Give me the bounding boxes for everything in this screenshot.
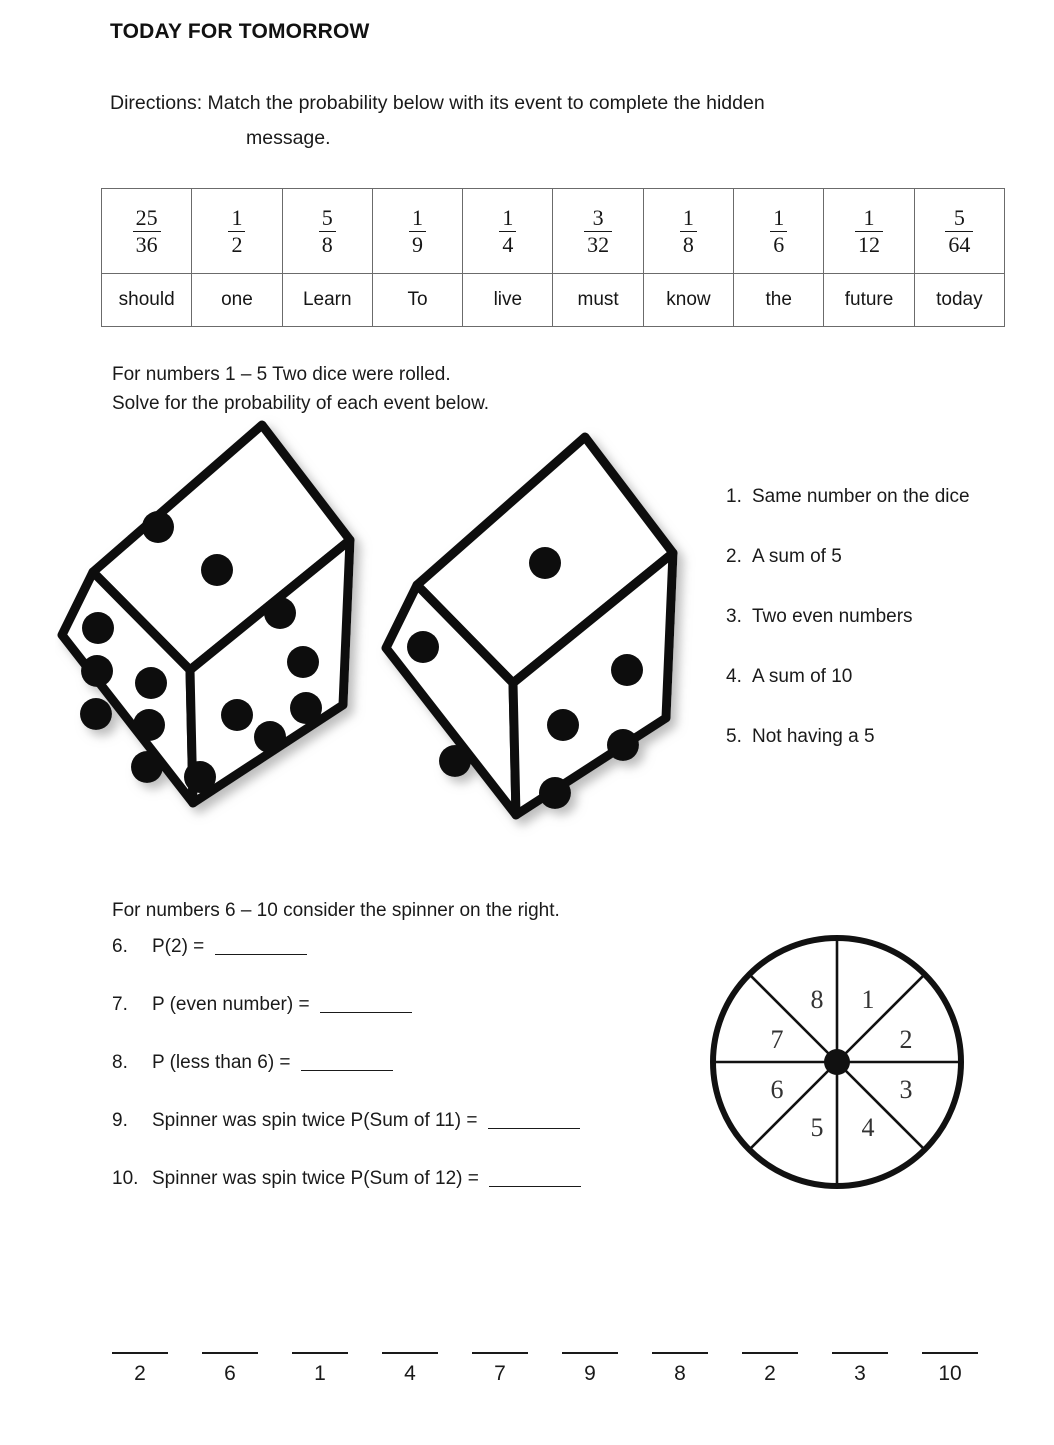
question-number: 8. [112, 1052, 128, 1073]
question-item-9 [112, 1107, 712, 1135]
event-item-1 [726, 482, 994, 512]
spinner-label-3: 3 [899, 1075, 913, 1104]
question-number: 10. [112, 1168, 139, 1189]
answer-index: 1 [314, 1362, 326, 1385]
table-cell-word-1 [102, 274, 192, 327]
word-label: today [936, 289, 983, 310]
answer-slot-4[interactable] [382, 1352, 438, 1386]
die-two-top-pips [529, 547, 561, 579]
fraction-denominator: 8 [319, 231, 336, 257]
table-cell-word-10 [914, 274, 1004, 327]
fraction-10 [945, 206, 973, 257]
event-number: 5. [726, 726, 742, 747]
fraction-8 [770, 206, 787, 257]
fraction-denominator: 32 [584, 231, 612, 257]
table-cell-fraction-2 [192, 189, 282, 274]
table-cell-fraction-7 [643, 189, 733, 274]
answer-slot-1[interactable] [112, 1352, 168, 1386]
answer-index: 3 [854, 1362, 866, 1385]
fraction-denominator: 2 [228, 231, 245, 257]
answer-slot-2[interactable] [202, 1352, 258, 1386]
spinner-label-8: 8 [810, 985, 824, 1014]
dice-instructions-line-2: Solve for the probability of each event below. [112, 393, 490, 414]
die-one [62, 425, 350, 803]
event-item-4 [726, 662, 994, 692]
answer-index: 6 [224, 1362, 236, 1385]
table-row-fractions [102, 189, 1005, 274]
spinner-center-hub [824, 1049, 850, 1075]
event-item-2 [726, 542, 994, 572]
table-cell-word-4 [372, 274, 462, 327]
fraction-denominator: 12 [855, 231, 883, 257]
event-number: 2. [726, 546, 742, 567]
table-cell-word-6 [553, 274, 643, 327]
spinner-label-1: 1 [861, 985, 875, 1014]
fraction-4 [409, 206, 426, 257]
answer-rule [652, 1352, 708, 1354]
answer-index: 8 [674, 1362, 686, 1385]
answer-index: 7 [494, 1362, 506, 1385]
page-title: TODAY FOR TOMORROW [110, 20, 370, 43]
fraction-3 [319, 206, 336, 257]
answer-rule [382, 1352, 438, 1354]
answer-rule [562, 1352, 618, 1354]
dice-instructions [112, 360, 489, 418]
table-cell-fraction-8 [734, 189, 824, 274]
fraction-denominator: 4 [499, 231, 516, 257]
answer-index: 4 [404, 1362, 416, 1385]
event-number: 4. [726, 666, 742, 687]
table-cell-fraction-9 [824, 189, 914, 274]
question-text: P (less than 6) = [152, 1052, 291, 1073]
question-text: Spinner was spin twice P(Sum of 11) = [152, 1110, 478, 1131]
fraction-numerator: 3 [592, 205, 604, 231]
spinner-label-4: 4 [861, 1113, 875, 1142]
answer-blank-6[interactable] [215, 939, 307, 955]
die-two [386, 437, 673, 815]
table-cell-fraction-4 [372, 189, 462, 274]
fraction-denominator: 8 [680, 231, 697, 257]
question-item-10 [112, 1165, 712, 1193]
answer-rule [202, 1352, 258, 1354]
answer-slot-5[interactable] [472, 1352, 528, 1386]
question-number: 9. [112, 1110, 128, 1131]
table-cell-fraction-3 [282, 189, 372, 274]
word-label: live [493, 289, 523, 310]
spinner-svg [705, 930, 970, 1195]
answer-slot-10[interactable] [922, 1352, 978, 1386]
answer-slot-7[interactable] [652, 1352, 708, 1386]
event-item-3 [726, 602, 994, 632]
directions-line-1: Directions: Match the probability below with its event to complete the hidden [110, 92, 765, 114]
dice-svg [55, 415, 705, 845]
question-text: P (even number) = [152, 994, 310, 1015]
question-item-8 [112, 1049, 712, 1077]
answer-blank-9[interactable] [488, 1113, 580, 1129]
table-row-words [102, 274, 1005, 327]
answer-slot-8[interactable] [742, 1352, 798, 1386]
table-cell-fraction-10 [914, 189, 1004, 274]
fraction-numerator: 1 [682, 205, 694, 231]
spinner-instructions: For numbers 6 – 10 consider the spinner on the right. [112, 900, 560, 921]
answer-blank-7[interactable] [320, 997, 412, 1013]
dice-illustration [55, 415, 705, 845]
word-label: one [221, 289, 253, 310]
dice-instructions-line-1: For numbers 1 – 5 Two dice were rolled. [112, 364, 451, 385]
fraction-denominator: 36 [133, 231, 161, 257]
word-label: To [407, 289, 428, 310]
table-cell-fraction-5 [463, 189, 553, 274]
word-label: the [765, 289, 792, 310]
hidden-message-answer-row [112, 1352, 1012, 1386]
fraction-numerator: 25 [135, 205, 158, 231]
event-text: Same number on the dice [752, 486, 970, 507]
answer-rule [472, 1352, 528, 1354]
probability-match-table [101, 188, 1005, 327]
table-cell-word-9 [824, 274, 914, 327]
event-number: 3. [726, 606, 742, 627]
fraction-denominator: 9 [409, 231, 426, 257]
answer-blank-10[interactable] [489, 1171, 581, 1187]
answer-rule [292, 1352, 348, 1354]
spinner-label-7: 7 [770, 1025, 784, 1054]
table-cell-fraction-1 [102, 189, 192, 274]
table-cell-fraction-6 [553, 189, 643, 274]
fraction-5 [499, 206, 516, 257]
fraction-denominator: 64 [945, 231, 973, 257]
answer-slot-6[interactable] [562, 1352, 618, 1386]
spinner-label-6: 6 [770, 1075, 784, 1104]
fraction-numerator: 1 [231, 205, 243, 231]
answer-slot-9[interactable] [832, 1352, 888, 1386]
question-text: Spinner was spin twice P(Sum of 12) = [152, 1168, 479, 1189]
spinner-illustration [705, 930, 970, 1195]
fraction-7 [680, 206, 697, 257]
fraction-numerator: 1 [502, 205, 514, 231]
fraction-2 [228, 206, 245, 257]
question-item-7 [112, 991, 712, 1019]
event-text: A sum of 5 [752, 546, 842, 567]
question-number: 7. [112, 994, 128, 1015]
fraction-numerator: 5 [953, 205, 965, 231]
answer-blank-8[interactable] [301, 1055, 393, 1071]
fraction-numerator: 1 [863, 205, 875, 231]
answer-slot-3[interactable] [292, 1352, 348, 1386]
word-label: future [844, 289, 894, 310]
fraction-6 [584, 206, 612, 257]
fraction-numerator: 1 [412, 205, 424, 231]
event-number: 1. [726, 486, 742, 507]
spinner-label-5: 5 [810, 1113, 824, 1142]
answer-rule [742, 1352, 798, 1354]
fraction-numerator: 5 [321, 205, 333, 231]
question-text: P(2) = [152, 936, 205, 957]
answer-index: 2 [764, 1362, 776, 1385]
table-cell-word-7 [643, 274, 733, 327]
event-text: Two even numbers [752, 606, 913, 627]
answer-rule [922, 1352, 978, 1354]
spinner-label-2: 2 [899, 1025, 913, 1054]
word-label: Learn [302, 289, 352, 310]
event-item-5 [726, 722, 994, 752]
fraction-9 [855, 206, 883, 257]
question-number: 6. [112, 936, 128, 957]
event-text: Not having a 5 [752, 726, 875, 747]
word-label: know [666, 289, 711, 310]
answer-index: 9 [584, 1362, 596, 1385]
dice-events-list [726, 482, 994, 782]
word-label: should [118, 289, 175, 310]
table-cell-word-5 [463, 274, 553, 327]
fraction-numerator: 1 [773, 205, 785, 231]
table-cell-word-2 [192, 274, 282, 327]
directions-paragraph [110, 86, 996, 156]
table-cell-word-8 [734, 274, 824, 327]
answer-rule [832, 1352, 888, 1354]
question-item-6 [112, 933, 712, 961]
fraction-1 [133, 206, 161, 257]
spinner-questions-list [112, 933, 712, 1223]
fraction-denominator: 6 [770, 231, 787, 257]
word-label: must [577, 289, 619, 310]
answer-index: 10 [938, 1362, 962, 1385]
directions-line-2: message. [246, 127, 331, 149]
answer-index: 2 [134, 1362, 146, 1385]
answer-rule [112, 1352, 168, 1354]
event-text: A sum of 10 [752, 666, 853, 687]
table-cell-word-3 [282, 274, 372, 327]
